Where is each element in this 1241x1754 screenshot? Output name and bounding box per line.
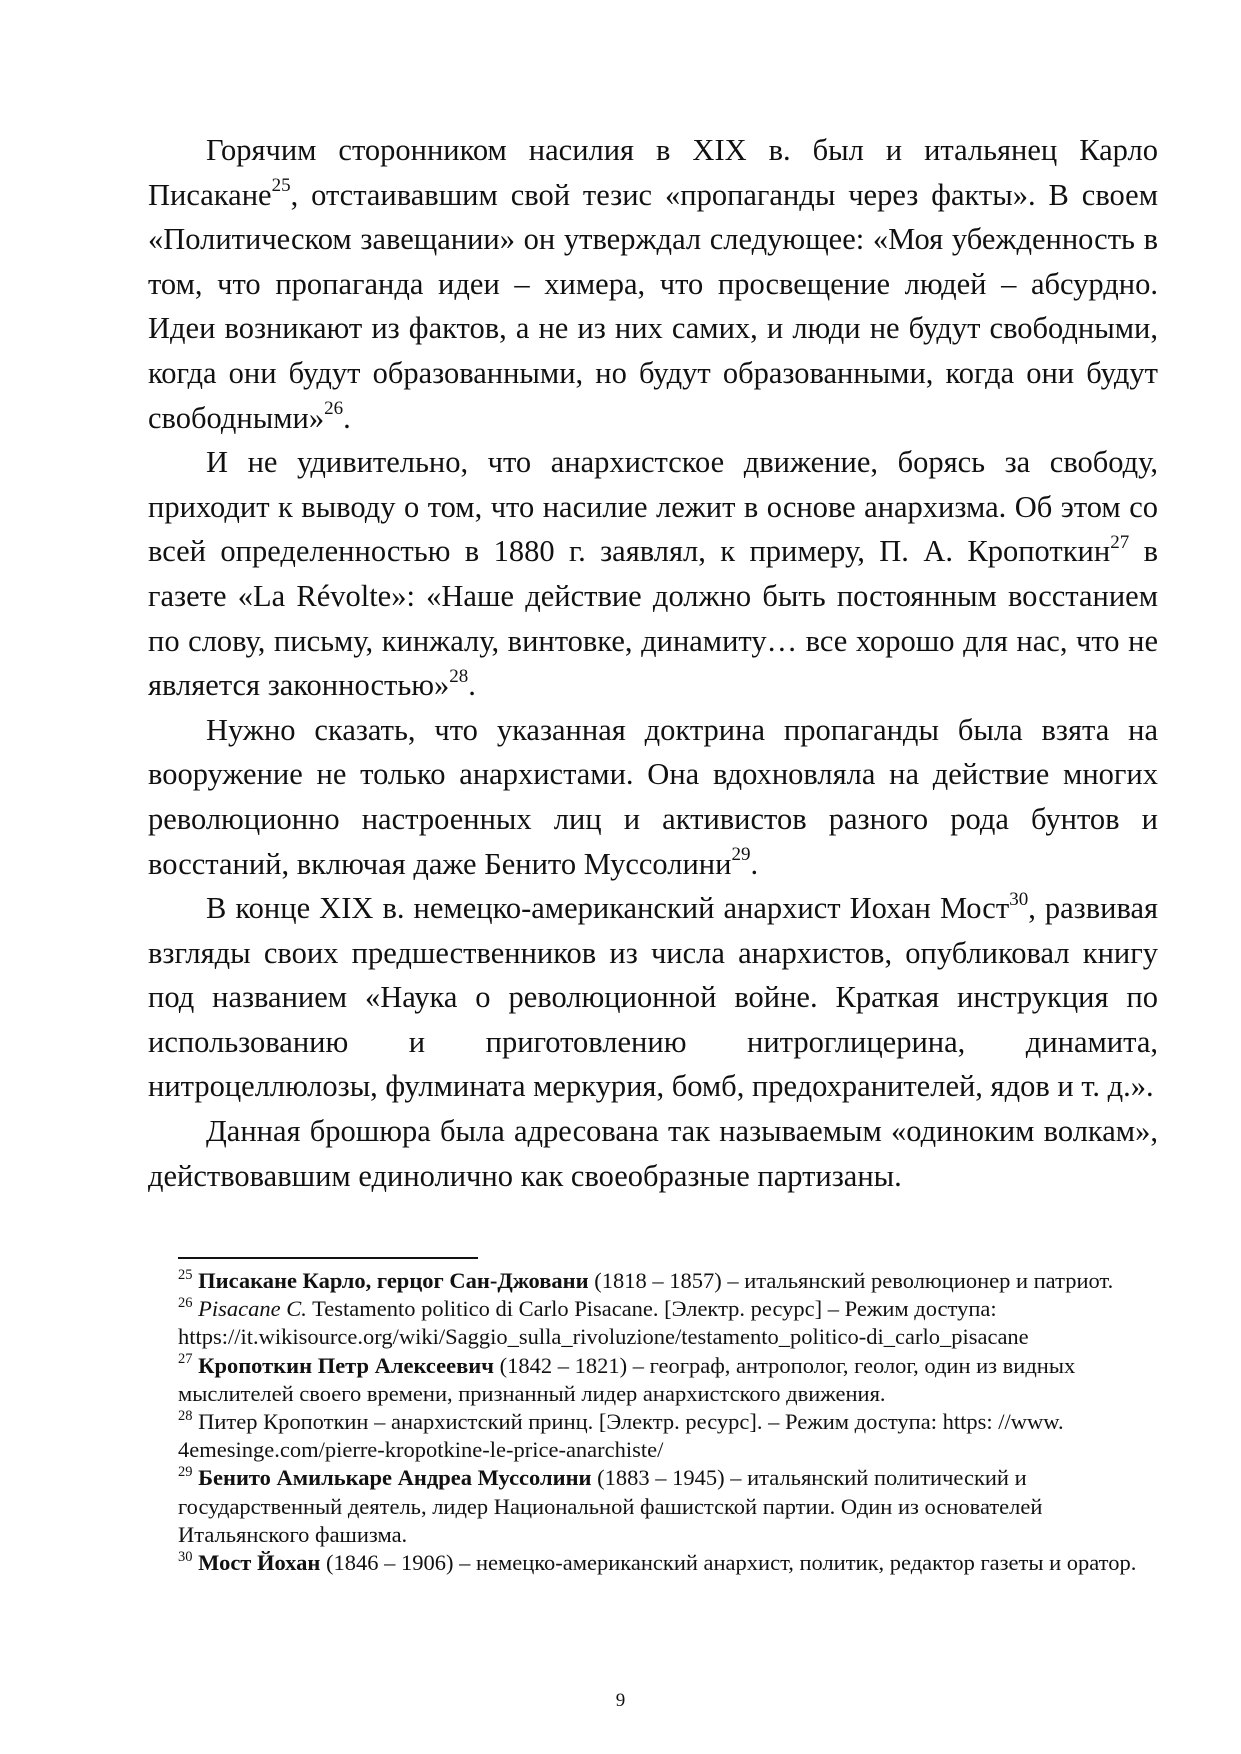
footnote-author: Pisacane C. xyxy=(198,1296,307,1322)
text-run: Питер Кропоткин – анархистский принц. [Электр. ресурс]. – Режим доступа: https: //www. 4emesinge.com/pierre-kropotkine-le-price-anarchiste/ xyxy=(178,1409,1064,1463)
footnote xyxy=(178,1408,1158,1464)
footnote-ref: 26 xyxy=(324,398,344,420)
text-run: . xyxy=(343,400,351,435)
text-run: . xyxy=(468,668,476,703)
page-number: 9 xyxy=(615,1690,626,1711)
footnote-name: Кропоткин Петр Алексеевич xyxy=(198,1352,494,1378)
footnotes xyxy=(178,1267,1158,1577)
page-content xyxy=(148,128,1158,1198)
footnote-name: Писакане Карло, герцог Сан-Джовани xyxy=(198,1268,589,1293)
text-run: (1842 – 1821) – географ, антрополог, геолог, один из видных мыслителей своего времени, признанный лидер анархистского движения. xyxy=(178,1352,1076,1406)
text-run: , развивая взгляды своих предшественников из числа анархистов, опубликовал книгу под названием «Наука о революционной войне. Краткая инструкция по использованию и приготовлению нитроглицерина, динамита, нитроцеллюлозы, фулмината меркурия, бомб, предохранителей, ядов и т. д.». xyxy=(148,891,1159,1104)
footnote xyxy=(178,1464,1158,1549)
footnote-number: 30 xyxy=(178,1548,193,1565)
footnote-name: Бенито Амилькаре Андреа Муссолини xyxy=(198,1465,592,1491)
footnote xyxy=(178,1549,1158,1577)
text-run: (1883 – 1945) – итальянский политический и государственный деятель, лидер Национальной фашистской партии. Один из основателей Итальянского фашизма. xyxy=(178,1465,1043,1547)
footnote-ref: 28 xyxy=(449,665,469,687)
text-run: Нужно сказать, что указанная доктрина пропаганды была взята на вооружение не только анархистами. Она вдохновляла на действие многих революционно настроенных лиц и активистов разного рода бунтов и восстаний, включая даже Бенито Муссолини xyxy=(148,712,1158,881)
text-run: в газете «La Révolte»: «Наше действие должно быть постоянным восстанием по слову, письму, кинжалу, винтовке, динамиту… все хорошо для нас, что не является законностью» xyxy=(148,534,1158,703)
footnote-ref: 27 xyxy=(1110,532,1130,554)
paragraph xyxy=(148,708,1158,886)
text-run: . xyxy=(750,846,759,881)
footnote-name: Мост Йохан xyxy=(198,1550,321,1576)
footnote-number: 28 xyxy=(178,1407,193,1424)
text-run: Горячим сторонником насилия в XIX в. был и итальянец Карло Писакане xyxy=(148,133,1158,212)
text-run: Данная брошюра была адресована так называемым «одиноким волкам», действовавшим единолично как своеобразные партизаны. xyxy=(148,1114,1158,1193)
paragraph xyxy=(148,886,1158,1109)
footnote-ref: 29 xyxy=(731,844,751,866)
paragraph xyxy=(148,1109,1158,1198)
footnote-number: 27 xyxy=(178,1351,193,1368)
paragraph xyxy=(148,128,1158,440)
text-run: (1846 – 1906) – немецко-американский анархист, политик, редактор газеты и оратор. xyxy=(320,1550,1137,1576)
text-run: Testamento politico di Carlo Pisacane. [Электр. ресурс] – Режим доступа: https://it.wikisource.org/wiki/Saggio_sulla_rivoluzione/testamento_politico-di_carlo_pisacane xyxy=(178,1296,1029,1350)
footnote xyxy=(178,1295,1158,1351)
footnote-number: 26 xyxy=(178,1294,193,1311)
text-run: (1818 – 1857) – итальянский революционер и патриот. xyxy=(588,1268,1114,1293)
footnote-number: 25 xyxy=(178,1266,193,1283)
footnote xyxy=(178,1267,1158,1295)
footnote-separator xyxy=(178,1257,478,1259)
paragraph xyxy=(148,440,1158,708)
footnote-ref: 30 xyxy=(1009,888,1029,910)
text-run: В конце XIX в. немецко-американский анархист Иохан Мост xyxy=(206,891,1010,926)
footnote-ref: 25 xyxy=(271,175,291,197)
text-run: И не удивительно, что анархистское движение, борясь за свободу, приходит к выводу о том, что насилие лежит в основе анархизма. Об этом со всей определенностью в 1880 г. заявлял, к примеру, П. А. Кропоткин xyxy=(148,445,1158,569)
footnote-number: 29 xyxy=(178,1463,193,1480)
footnote xyxy=(178,1352,1158,1408)
text-run: , отстаивавшим свой тезис «пропаганды через факты». В своем «Политическом завещании» он утверждал следующее: «Моя убежденность в том, что пропаганда идеи – химера, что просвещение людей – абсурдно. Идеи возникают из фактов, а не из них самих, и люди не будут свободными, когда они будут образованными, но будут образованными, когда они будут свободными» xyxy=(148,177,1158,435)
main-text xyxy=(148,128,1158,1198)
